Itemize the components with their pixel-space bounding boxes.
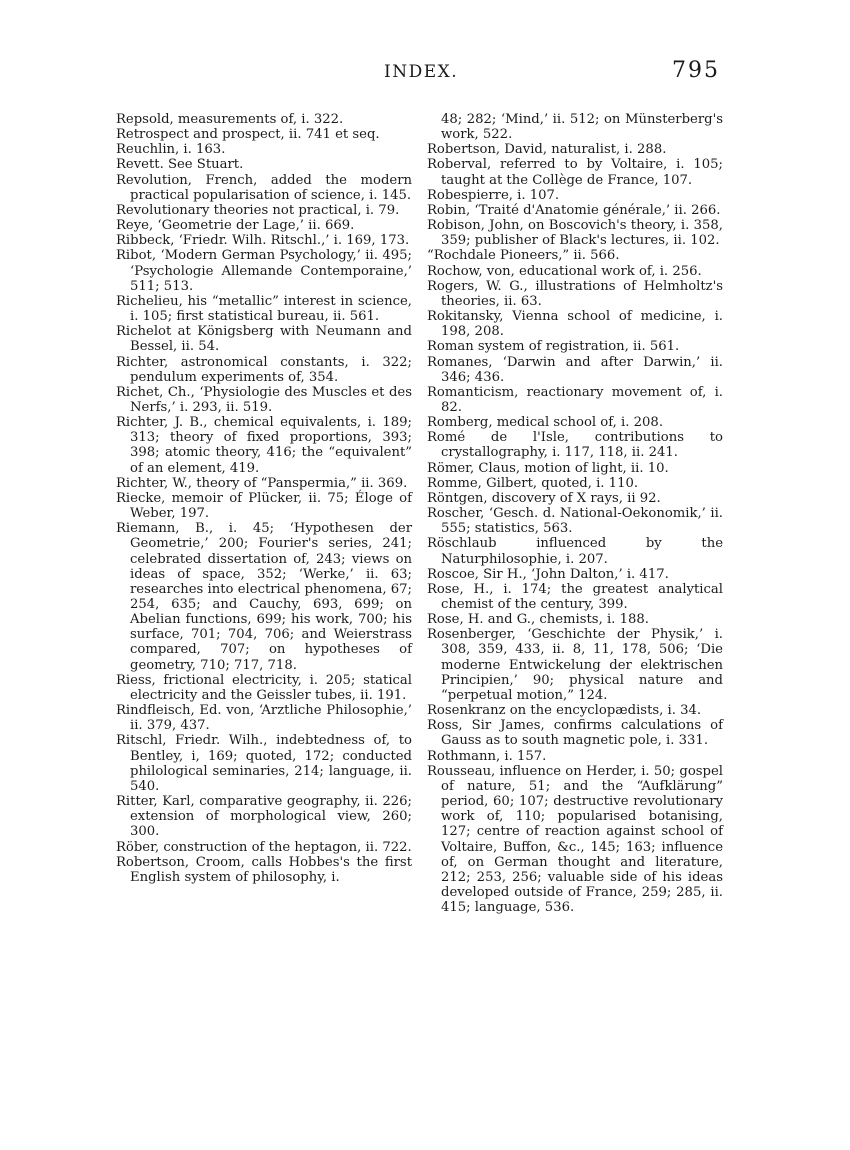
index-entry: Rosenberger, ‘Geschichte der Physik,’ i. 308, 359, 433, ii. 8, 11, 178, 506; ‘Die moderne Entwickelung der elektrischen Principien,’ 90; physical nature and “perpetual motion,” 124. (427, 627, 723, 703)
index-entry: Rothmann, i. 157. (427, 748, 547, 764)
index-column-left (116, 112, 412, 885)
index-entry: Romé de l'Isle, contributions to crystallography, i. 117, 118, ii. 241. (427, 430, 723, 461)
index-entry: Römer, Claus, motion of light, ii. 10. (427, 460, 669, 476)
index-entry: Ritter, Karl, comparative geography, ii. 226; extension of morphological view, 260; 300. (116, 794, 412, 840)
index-entry: Röschlaub influenced by the Naturphilosophie, i. 207. (427, 536, 723, 567)
index-entry: Richter, J. B., chemical equivalents, i. 189; 313; theory of fixed proportions, 393; 398; atomic theory, 416; the “equivalent” of an element, 419. (116, 415, 412, 476)
index-entry: Roscher, ‘Gesch. d. National-Oekonomik,’ ii. 555; statistics, 563. (427, 506, 723, 537)
index-entry: Robison, John, on Boscovich's theory, i. 358, 359; publisher of Black's lectures, ii. 102. (427, 218, 723, 249)
index-entry: Revett. See Stuart. (116, 157, 244, 173)
index-entry: Reye, ‘Geometrie der Lage,’ ii. 669. (116, 218, 355, 234)
index-entry: Roman system of registration, ii. 561. (427, 339, 680, 355)
index-entry: Rochow, von, educational work of, i. 256. (427, 263, 702, 279)
index-entry: Rose, H. and G., chemists, i. 188. (427, 612, 649, 628)
index-entry: Riess, frictional electricity, i. 205; statical electricity and the Geissler tubes, ii. 191. (116, 672, 412, 703)
index-entry: Richelot at Königsberg with Neumann and Bessel, ii. 54. (116, 324, 412, 355)
index-entry: Revolution, French, added the modern practical popularisation of science, i. 145. (116, 172, 412, 203)
index-entry: Rogers, W. G., illustrations of Helmholtz's theories, ii. 63. (427, 278, 723, 309)
index-entry: Reuchlin, i. 163. (116, 142, 226, 158)
index-entry: Robertson, Croom, calls Hobbes's the first English system of philosophy, i. (116, 854, 412, 885)
index-entry: Retrospect and prospect, ii. 741 et seq. (116, 127, 380, 143)
index-entry: Romanes, ‘Darwin and after Darwin,’ ii. 346; 436. (427, 354, 723, 385)
index-entry: Rokitansky, Vienna school of medicine, i. 198, 208. (427, 309, 723, 340)
index-entry: Richelieu, his “metallic” interest in science, i. 105; first statistical bureau, ii. 561. (116, 293, 412, 325)
index-entry: “Rochdale Pioneers,” ii. 566. (427, 248, 620, 264)
index-entry: Romanticism, reactionary movement of, i. 82. (427, 384, 723, 415)
index-entry: Röntgen, discovery of X rays, ii 92. (427, 490, 661, 506)
index-entry: Roscoe, Sir H., ‘John Dalton,’ i. 417. (427, 566, 669, 582)
index-entry: Robin, ‘Traité d'Anatomie générale,’ ii. 266. (427, 202, 721, 218)
index-entry: Robespierre, i. 107. (427, 187, 560, 203)
index-entry: Romberg, medical school of, i. 208. (427, 415, 664, 431)
index-entry: Ribbeck, ‘Friedr. Wilh. Ritschl.,’ i. 169, 173. (116, 233, 410, 249)
index-entry: Robertson, David, naturalist, i. 288. (427, 142, 667, 158)
running-title: INDEX. (384, 62, 459, 82)
index-entry: Ritschl, Friedr. Wilh., indebtedness of, to Bentley, i, 169; quoted, 172; conducted philological seminaries, 214; language, ii. 540. (116, 733, 412, 794)
index-entry: Ross, Sir James, confirms calculations of Gauss as to south magnetic pole, i. 331. (427, 718, 723, 749)
index-entry: Repsold, measurements of, i. 322. (116, 112, 344, 127)
index-entry: Rousseau, influence on Herder, i. 50; gospel of nature, 51; and the “Aufklärung” period, 60; 107; destructive revolutionary work of, 110; popularised botanising, 127; centre of reaction against school of Voltaire, Buffon, &c., 145; 163; influence of, on German thought and literature, 212; 253, 256; valuable side of his ideas developed outside of France, 259; 285, ii. 415; language, 536. (427, 763, 723, 916)
index-entry: Romme, Gilbert, quoted, i. 110. (427, 475, 639, 491)
index-entry: Revolutionary theories not practical, i. 79. (116, 202, 400, 218)
index-column-right (427, 112, 723, 915)
index-entry: Röber, construction of the heptagon, ii. 722. (116, 839, 412, 855)
index-entry: Rosenkranz on the encyclopædists, i. 34. (427, 703, 702, 719)
index-entry: Richter, astronomical constants, i. 322; pendulum experiments of, 354. (116, 354, 412, 385)
index-entry: Richter, W., theory of “Panspermia,” ii. 369. (116, 475, 408, 491)
index-entry: Richet, Ch., ‘Physiologie des Muscles et des Nerfs,’ i. 293, ii. 519. (116, 384, 412, 415)
index-entry: Riemann, B., i. 45; ‘Hypothesen der Geometrie,’ 200; Fourier's series, 241; celebrated dissertation of, 243; views on ideas of space, 352; ‘Werke,’ ii. 63; researches into electrical phenomena, 67; 254, 635; and Cauchy, 693, 699; on Abelian functions, 699; his work, 700; his surface, 701; 704, 706; and Weierstrass compared, 707; on hypotheses of geometry, 710; 717, 718. (116, 521, 412, 673)
page-header (0, 58, 850, 86)
index-entry: Ribot, ‘Modern German Psychology,’ ii. 495; ‘Psychologie Allemande Contemporaine,’ 511; 513. (116, 248, 412, 294)
index-entry-continued: 48; 282; ‘Mind,’ ii. 512; on Münsterberg's work, 522. (441, 112, 723, 143)
index-entry: Riecke, memoir of Plücker, ii. 75; Éloge of Weber, 197. (116, 490, 412, 522)
index-entry: Roberval, referred to by Voltaire, i. 105; taught at the Collège de France, 107. (427, 157, 723, 188)
index-entry: Rindfleisch, Ed. von, ‘Arztliche Philosophie,’ ii. 379, 437. (116, 703, 412, 734)
index-entry: Rose, H., i. 174; the greatest analytical chemist of the century, 399. (427, 581, 723, 612)
page-number: 795 (672, 58, 720, 83)
